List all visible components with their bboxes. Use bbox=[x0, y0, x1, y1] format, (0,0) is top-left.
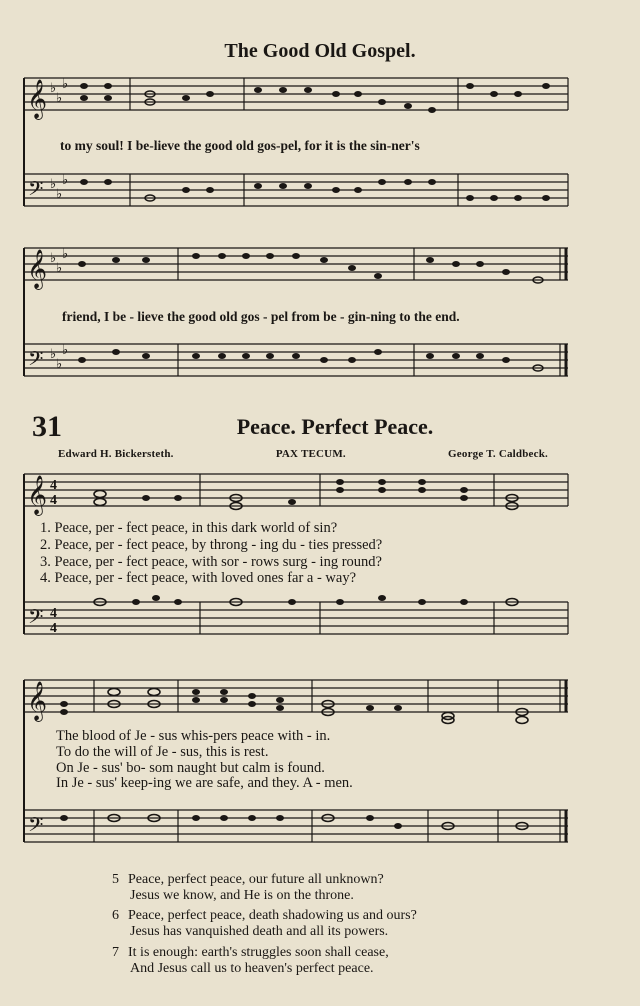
refrain-line-2: To do the will of Je - sus, this is rest. bbox=[56, 744, 269, 760]
svg-text:𝄞: 𝄞 bbox=[27, 475, 48, 515]
stanza-5 bbox=[112, 872, 384, 904]
svg-text:4: 4 bbox=[50, 478, 57, 493]
tune-name: PAX TECUM. bbox=[275, 448, 346, 460]
svg-text:4: 4 bbox=[50, 606, 57, 621]
svg-text:𝄞: 𝄞 bbox=[27, 249, 48, 289]
stanza-number: 7 bbox=[112, 945, 119, 960]
verse-3-line: 3. Peace, per - fect peace, with sor - rows surg - ing round? bbox=[40, 554, 382, 570]
verse-4-line: 4. Peace, per - fect peace, with loved ones far a - way? bbox=[40, 570, 357, 586]
composer-credit: George T. Caldbeck. bbox=[448, 448, 548, 460]
hymn-credits bbox=[58, 448, 548, 460]
stanza-line: Jesus has vanquished death and all its powers. bbox=[130, 924, 389, 939]
svg-text:♭: ♭ bbox=[50, 250, 57, 265]
hymn-title-good-old-gospel: The Good Old Gospel. bbox=[224, 40, 416, 62]
svg-text:4: 4 bbox=[50, 493, 57, 508]
svg-text:♭: ♭ bbox=[62, 246, 69, 261]
hymn-title-peace-perfect-peace: Peace. Perfect Peace. bbox=[236, 414, 434, 439]
svg-text:♭: ♭ bbox=[62, 172, 69, 187]
svg-text:♭: ♭ bbox=[56, 186, 63, 201]
stanza-line: Jesus we know, and He is on the throne. bbox=[130, 888, 354, 903]
svg-text:𝄢: 𝄢 bbox=[28, 177, 44, 205]
stanza-line: And Jesus call us to heaven's perfect peace. bbox=[130, 961, 374, 976]
verse-1-line: 1. Peace, per - fect peace, in this dark world of sin? bbox=[40, 520, 338, 536]
hymn1-lyrics-line-1: to my soul! I be-lieve the good old gos-pel, for it is the sin-ner's bbox=[60, 138, 420, 153]
stanza-7 bbox=[112, 945, 389, 977]
hymn1-lyrics-line-2: friend, I be - lieve the good old gos - pel from be - gin-ning to the end. bbox=[62, 309, 460, 324]
svg-text:𝄞: 𝄞 bbox=[27, 681, 48, 721]
svg-text:♭: ♭ bbox=[62, 342, 69, 357]
svg-text:♭: ♭ bbox=[62, 76, 69, 91]
svg-text:♭: ♭ bbox=[50, 346, 57, 361]
refrain-line-3: On Je - sus' bo- som naught but calm is found. bbox=[56, 760, 325, 776]
stanza-number: 6 bbox=[112, 908, 119, 923]
refrain-line-4: In Je - sus' keep-ing we are safe, and they. A - men. bbox=[56, 775, 353, 791]
stanza-number: 5 bbox=[112, 872, 119, 887]
svg-text:♭: ♭ bbox=[50, 80, 57, 95]
svg-text:4: 4 bbox=[50, 621, 57, 636]
svg-text:♭: ♭ bbox=[50, 176, 57, 191]
refrain-line-1: The blood of Je - sus whis-pers peace with - in. bbox=[56, 728, 331, 744]
svg-text:𝄢: 𝄢 bbox=[28, 347, 44, 375]
stanza-6 bbox=[112, 908, 417, 940]
stanza-line: Peace, perfect peace, our future all unknown? bbox=[128, 872, 384, 887]
svg-text:♭: ♭ bbox=[56, 260, 63, 275]
svg-text:𝄢: 𝄢 bbox=[28, 813, 44, 841]
svg-text:♭: ♭ bbox=[56, 356, 63, 371]
author-credit: Edward H. Bickersteth. bbox=[58, 448, 174, 460]
svg-text:𝄢: 𝄢 bbox=[28, 605, 44, 633]
svg-text:♭: ♭ bbox=[56, 90, 63, 105]
stanza-line: Peace, perfect peace, death shadowing us and ours? bbox=[128, 908, 417, 923]
svg-text:𝄞: 𝄞 bbox=[27, 79, 48, 119]
verse-2-line: 2. Peace, per - fect peace, by throng - ing du - ties pressed? bbox=[40, 537, 383, 553]
stanza-line: It is enough: earth's struggles soon shall cease, bbox=[128, 945, 389, 960]
hymn-number: 31 bbox=[32, 410, 62, 443]
